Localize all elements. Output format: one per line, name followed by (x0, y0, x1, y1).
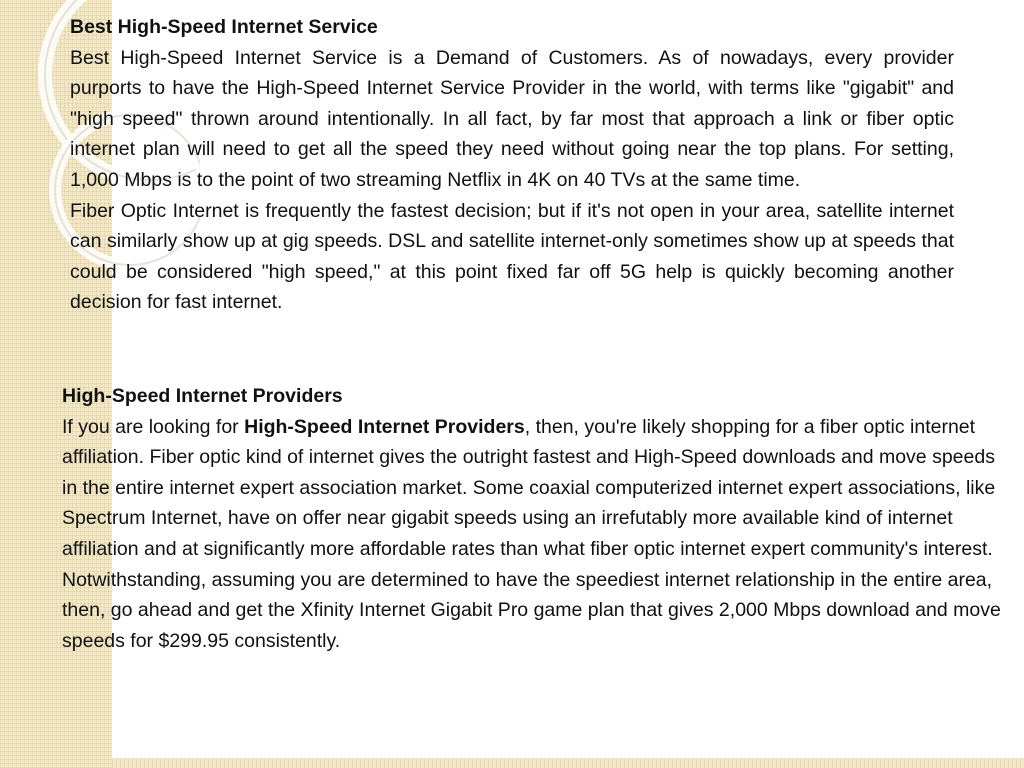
paragraph: Fiber Optic Internet is frequently the fastest decision; but if it's not open in your area, satellite internet can similarly show up at gig speeds. DSL and satellite internet-only sometimes show up at speeds that could be considered "high speed," at this point fixed far off 5G help is quickly becoming another decision for fast internet. (70, 199, 954, 314)
paragraph: Notwithstanding, assuming you are determined to have the speediest internet relationship in the entire area, then, go ahead and get the Xfinity Internet Gigabit Pro game plan that gives 2,000 Mbps download and move speeds for $299.95 consistently. (62, 568, 1001, 652)
section-heading: Best High-Speed Internet Service (70, 16, 378, 38)
section-heading: High-Speed Internet Providers (62, 385, 343, 407)
paragraph (62, 412, 1002, 565)
text-run: If you are looking for (62, 415, 245, 438)
decorative-bottom-stripe (112, 758, 1024, 768)
bold-keyword: High-Speed Internet Providers (244, 415, 525, 438)
section-service (70, 12, 954, 318)
section-providers (62, 381, 1002, 656)
paragraph: Best High-Speed Internet Service is a Demand of Customers. As of nowadays, every provider purports to have the High-Speed Internet Service Provider in the world, with terms like "gigabit" and "high speed" thrown around intentionally. In all fact, by far most that approach a link or fiber optic internet plan will need to get all the speed they need without going near the top plans. For setting, 1,000 Mbps is to the point of two streaming Netflix in 4K on 40 TVs at the same time. (70, 46, 954, 191)
text-run: , then, you're likely shopping for a fiber optic internet affiliation. Fiber optic kind of internet gives the outright fastest and High-Speed downloads and move speeds in the entire internet expert association market. Some coaxial computerized internet expert associations, like Spectrum Internet, have on offer near gigabit speeds using an irrefutably more available kind of internet affiliation and at significantly more affordable rates than what fiber optic internet expert community's interest. (62, 415, 996, 560)
